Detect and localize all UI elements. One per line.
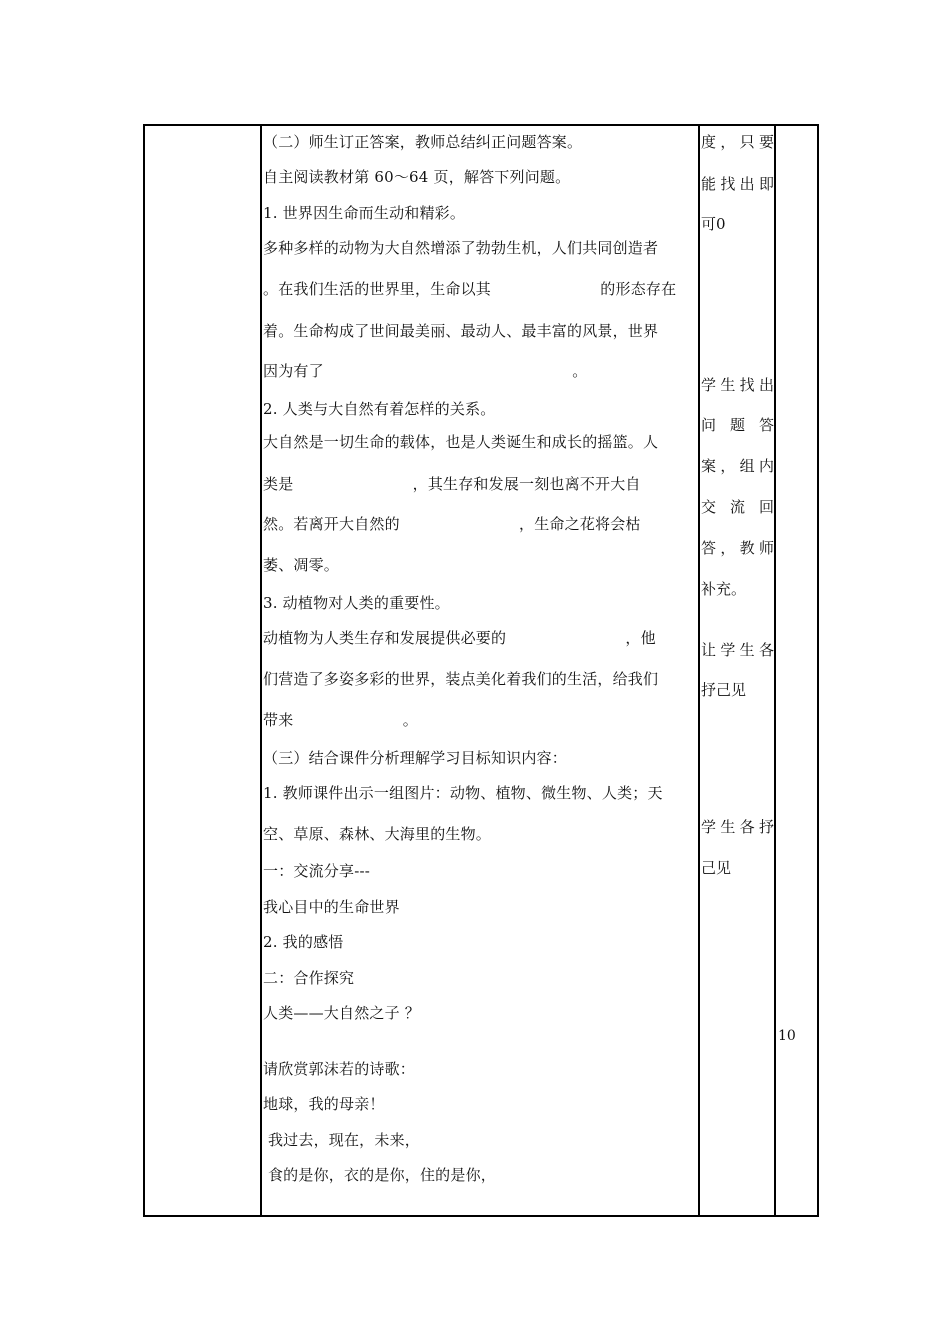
activity-line: 度，只要 <box>701 133 774 151</box>
activity-line: 让学生各 <box>701 641 774 659</box>
content-line: 2. 人类与大自然有着怎样的关系。 <box>263 400 496 418</box>
content-line: 我心目中的生命世界 <box>263 898 400 916</box>
content-line: 食的是你，衣的是你，住的是你， <box>263 1166 496 1184</box>
content-line: 类是 ，其生存和发展一刻也离不开大自 <box>263 475 641 493</box>
column-divider-1 <box>260 124 262 1217</box>
activity-line: 学生各抒 <box>701 818 774 836</box>
content-line: 空、草原、森林、大海里的生物。 <box>263 825 492 843</box>
content-line: 动植物为人类生存和发展提供必要的 ，他 <box>263 629 656 647</box>
content-line: 地球，我的母亲！ <box>263 1095 385 1113</box>
table-bottom-border <box>143 1215 819 1217</box>
time-value: 10 <box>778 1028 796 1044</box>
activity-line: 学生找出 <box>701 376 774 394</box>
content-line: 。在我们生活的世界里，生命以其 的形态存在 <box>263 280 677 298</box>
table-top-border <box>143 124 819 126</box>
content-line: 二：合作探究 <box>263 969 355 987</box>
activity-line: 能找出即 <box>701 175 774 193</box>
content-line: 自主阅读教材第 60～64 页，解答下列问题。 <box>263 168 571 186</box>
content-line: 多种多样的动物为大自然增添了勃勃生机，人们共同创造者 <box>263 239 659 257</box>
content-line: 带来 。 <box>263 711 418 729</box>
content-line: （二）师生订正答案，教师总结纠正问题答案。 <box>263 133 583 151</box>
content-line: 萎、凋零。 <box>263 556 340 574</box>
activity-line: 抒己见 <box>701 681 747 699</box>
content-line: 3. 动植物对人类的重要性。 <box>263 594 450 612</box>
content-line: 人类——大自然之子 ？ <box>263 1004 420 1022</box>
content-line: 因为有了 。 <box>263 362 588 380</box>
content-line: 大自然是一切生命的载体，也是人类诞生和成长的摇篮。人 <box>263 433 659 451</box>
content-line: 1. 教师课件出示一组图片：动物、植物、微生物、人类；天 <box>263 784 663 802</box>
table-right-border <box>817 124 819 1217</box>
content-line: 请欣赏郭沫若的诗歌： <box>263 1060 416 1078</box>
table-left-border <box>143 124 145 1217</box>
activity-line: 己见 <box>701 859 732 877</box>
activity-line: 可0 <box>701 215 726 233</box>
activity-line: 补充。 <box>701 580 747 598</box>
activity-line: 问 题 答 <box>701 416 774 434</box>
activity-line: 答，教师 <box>701 539 774 557</box>
content-line: 1. 世界因生命而生动和精彩。 <box>263 204 466 222</box>
content-line: 们营造了多姿多彩的世界，装点美化着我们的生活，给我们 <box>263 670 659 688</box>
column-divider-3 <box>774 124 776 1217</box>
content-line: （三）结合课件分析理解学习目标知识内容： <box>263 749 568 767</box>
content-line: 2. 我的感悟 <box>263 933 344 951</box>
content-line: 一：交流分享--- <box>263 862 371 880</box>
content-line: 然。若离开大自然的 ，生命之花将会枯 <box>263 515 641 533</box>
content-line: 着。生命构成了世间最美丽、最动人、最丰富的风景，世界 <box>263 322 659 340</box>
content-line: 我过去，现在，未来， <box>263 1131 420 1149</box>
activity-line: 交 流 回 <box>701 498 774 516</box>
activity-line: 案，组内 <box>701 457 774 475</box>
